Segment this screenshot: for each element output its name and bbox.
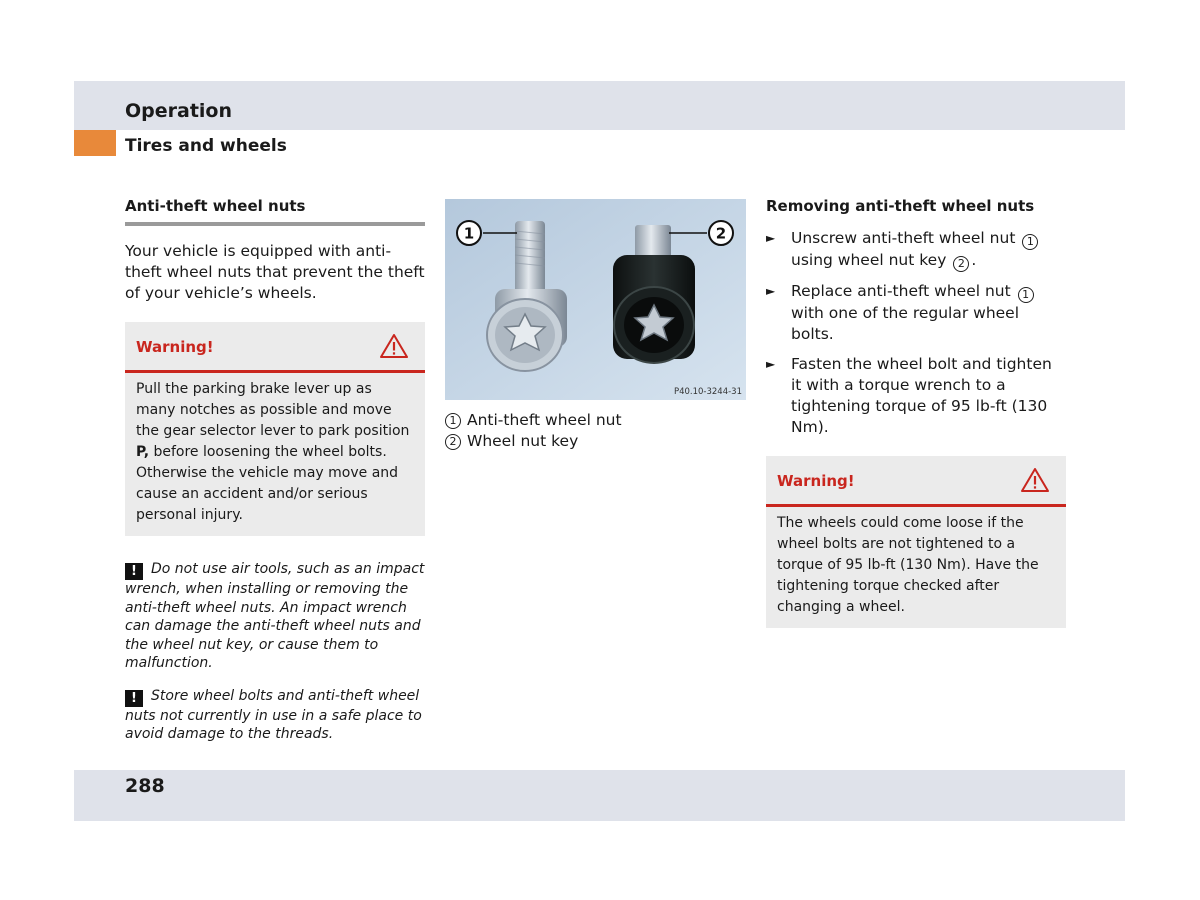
left-column xyxy=(125,196,425,744)
warning-header xyxy=(766,456,1066,507)
warning-triangle-icon xyxy=(379,333,409,359)
step-arrow-icon: ► xyxy=(766,231,776,245)
callout-number: 2 xyxy=(953,256,969,272)
middle-column xyxy=(445,199,746,452)
footer-band xyxy=(74,770,1125,821)
chapter-title: Operation xyxy=(125,100,233,122)
caption-item xyxy=(445,431,746,452)
warning-body xyxy=(125,373,425,536)
caption-label: Anti-theft wheel nut xyxy=(467,411,622,429)
warning-triangle-icon xyxy=(1020,467,1050,493)
step-arrow-icon: ► xyxy=(766,357,776,371)
warning-text: Pull the parking brake lever up as many notches as possible and move the gear selector lever to park position P, before loosening the wheel bolts. Otherwise the vehicle may move and cause an accident and/or serious personal injury. xyxy=(136,381,410,523)
warning-label: Warning! xyxy=(136,338,214,356)
photo-callout-1: 1 xyxy=(463,224,475,243)
step-item: ► Fasten the wheel bolt and tighten it with a torque wrench to a tightening torque of 95 lb-ft (130 Nm). xyxy=(766,355,1052,436)
warning-header xyxy=(125,322,425,373)
chapter-tab-marker xyxy=(74,130,116,156)
warning-body xyxy=(766,507,1066,628)
caption-label: Wheel nut key xyxy=(467,432,579,450)
note-storage xyxy=(125,687,425,744)
page-number: 288 xyxy=(125,775,165,797)
step-arrow-icon: ► xyxy=(766,284,776,298)
figure-captions xyxy=(445,410,746,452)
callout-number: 1 xyxy=(445,413,461,429)
figure-code: P40.10-3244-31 xyxy=(673,387,742,397)
section-title: Tires and wheels xyxy=(125,136,287,156)
step-item: ► Replace anti-theft wheel nut 1 with one of the regular wheel bolts. xyxy=(766,281,1066,345)
wheel-nut-photo xyxy=(445,199,746,400)
callout-number: 1 xyxy=(1022,234,1038,250)
warning-text: The wheels could come loose if the wheel bolts are not tightened to a torque of 95 lb-ft (130 Nm). Have the tightening torque checked after changing a wheel. xyxy=(777,515,1039,615)
anti-theft-heading: Anti-theft wheel nuts xyxy=(125,197,306,215)
heading-rule xyxy=(125,222,425,226)
step-item: ► Unscrew anti-theft wheel nut 1 using wheel nut key 2 . xyxy=(766,228,1066,272)
callout-number: 2 xyxy=(445,434,461,450)
note-air-tools xyxy=(125,560,425,673)
step-list xyxy=(766,228,1066,438)
warning-label: Warning! xyxy=(777,472,855,490)
note-text: Do not use air tools, such as an impact wrench, when installing or removing the anti-theft wheel nuts. An impact wrench can damage the anti-theft wheel nuts and the wheel nut key, or cause them to malfunction. xyxy=(125,561,425,671)
warning-box-parking xyxy=(125,322,425,536)
exclamation-icon: ! xyxy=(125,563,143,580)
caption-item xyxy=(445,410,746,431)
exclamation-icon: ! xyxy=(125,690,143,707)
right-column xyxy=(766,196,1066,628)
intro-paragraph: Your vehicle is equipped with anti-theft wheel nuts that prevent the theft of your vehicle’s wheels. xyxy=(125,242,425,302)
callout-number: 1 xyxy=(1018,287,1034,303)
note-text: Store wheel bolts and anti-theft wheel nuts not currently in use in a safe place to avoid damage to the threads. xyxy=(125,687,422,742)
warning-box-torque xyxy=(766,456,1066,628)
photo-callout-2: 2 xyxy=(715,224,727,243)
removing-heading: Removing anti-theft wheel nuts xyxy=(766,197,1035,215)
